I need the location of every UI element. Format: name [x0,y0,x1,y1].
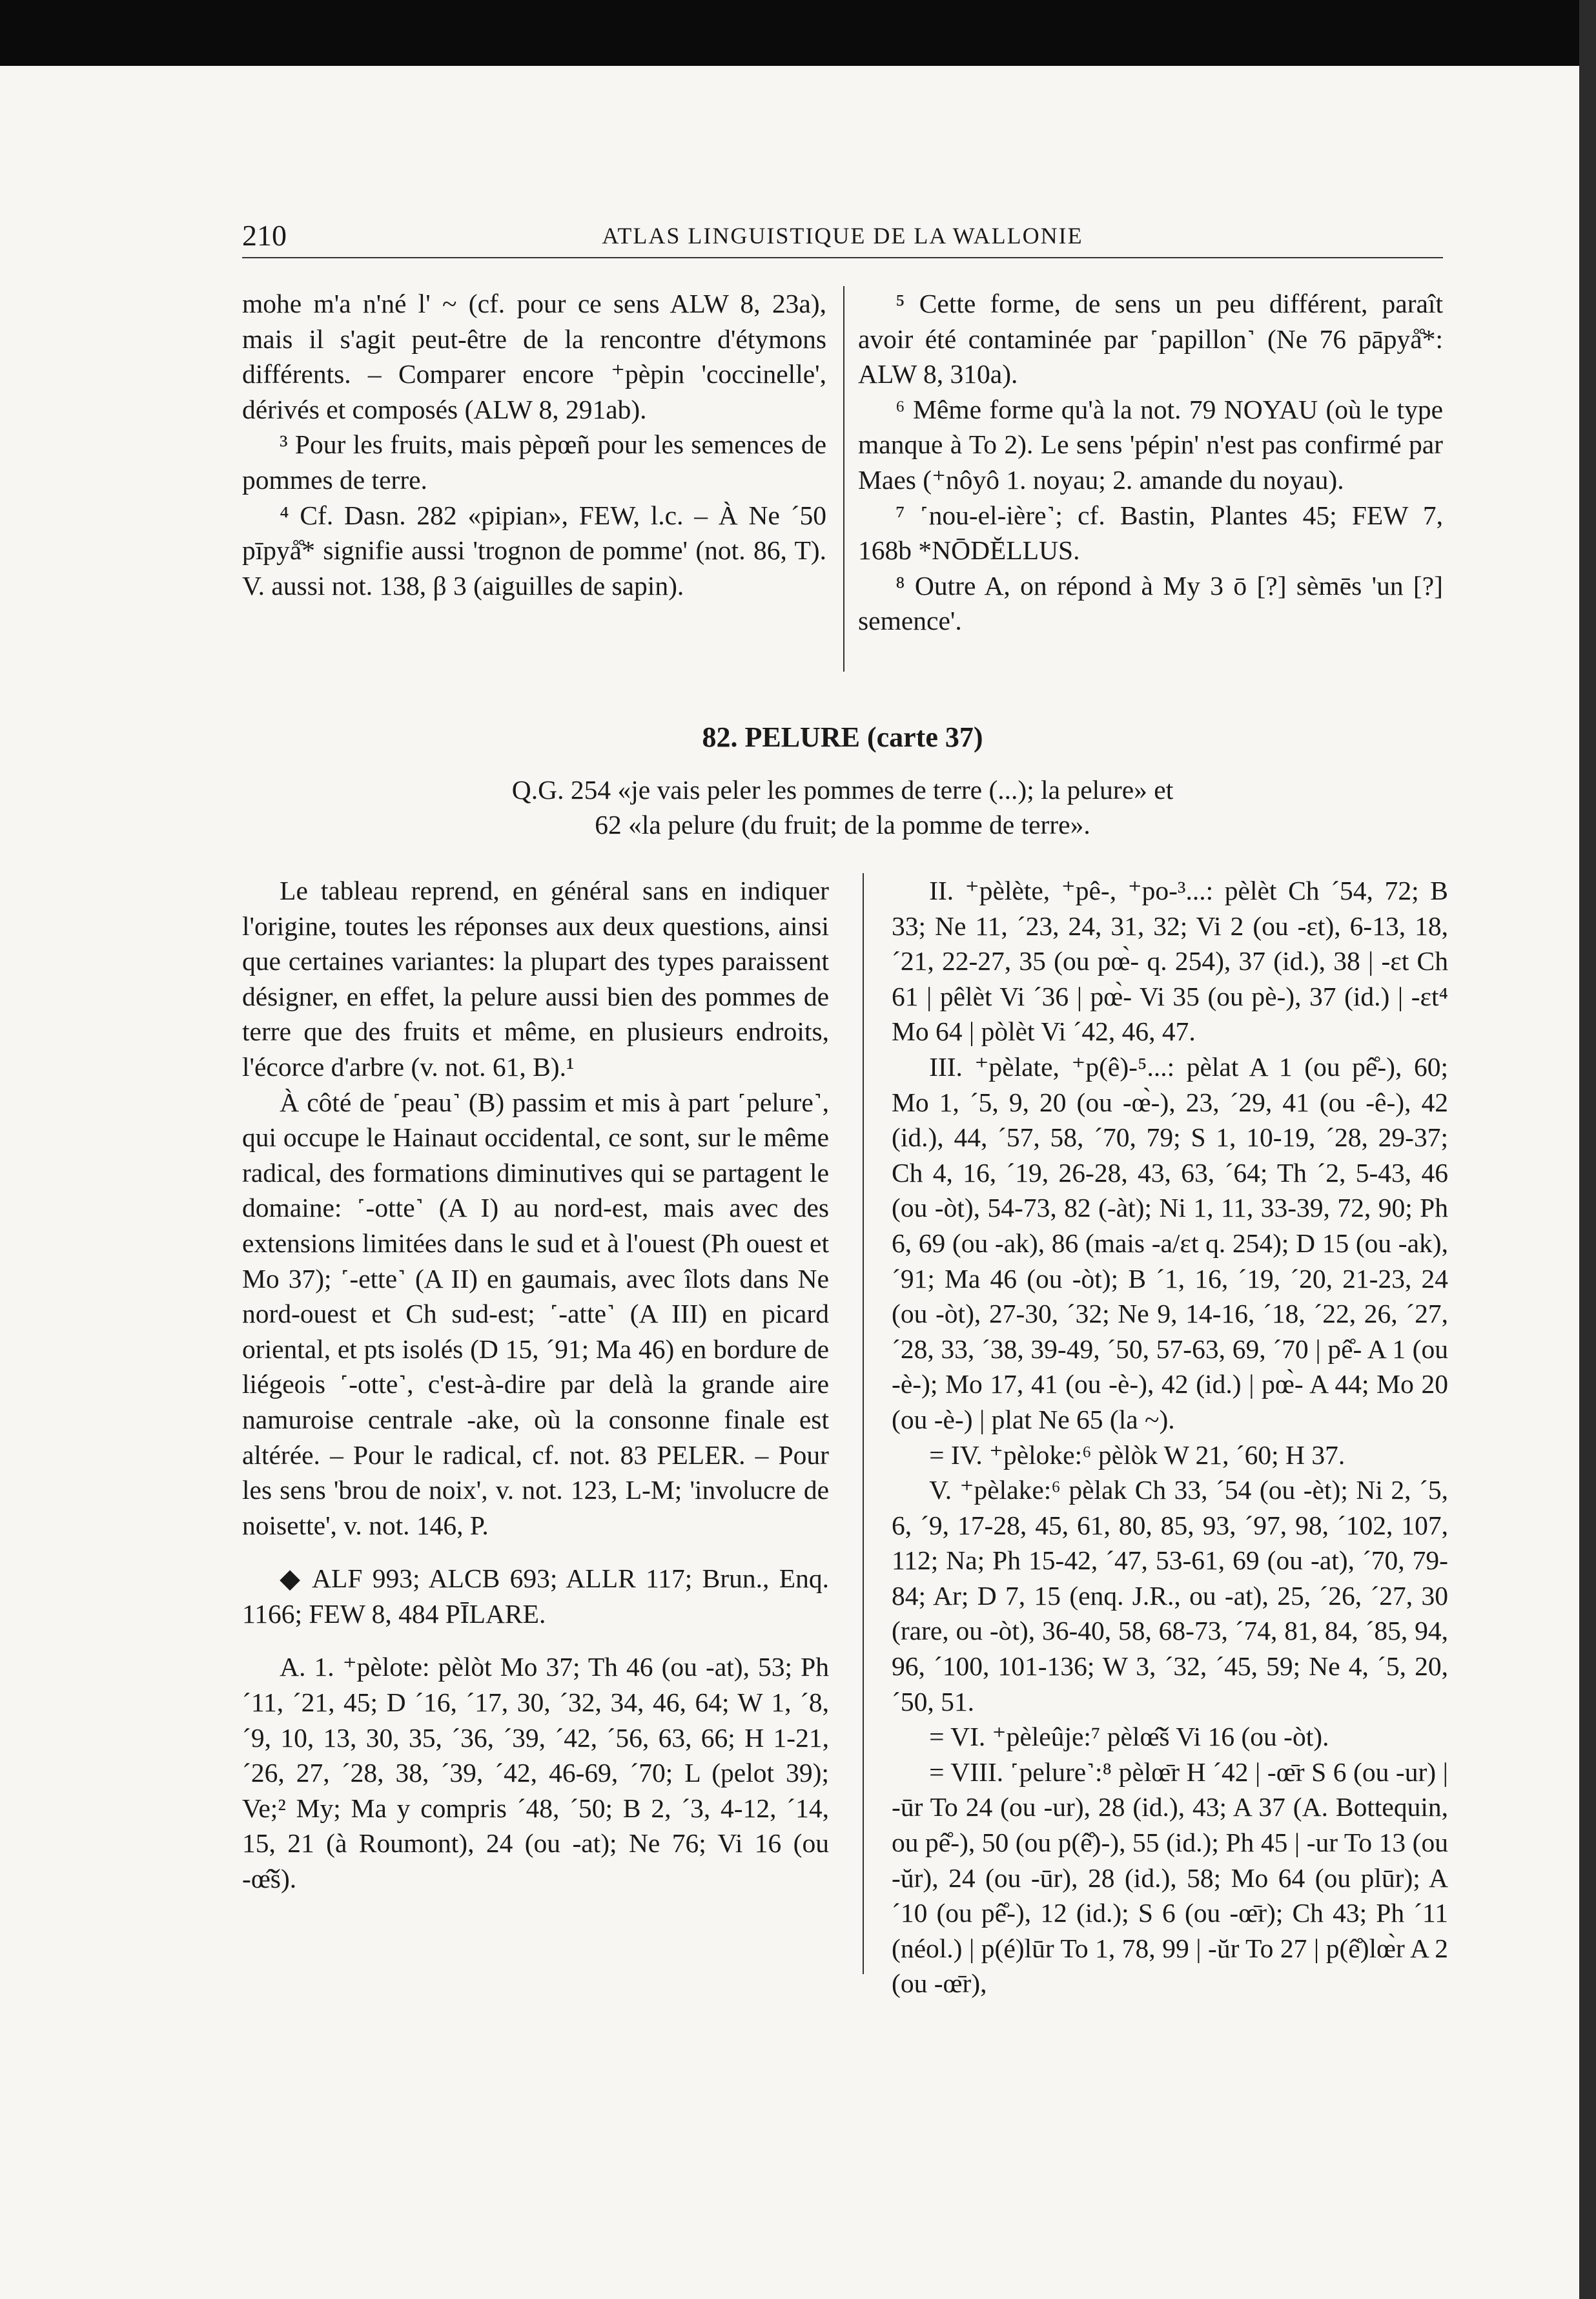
footnote-5: ⁵ Cette forme, de sens un peu différent, paraît avoir été contaminée par ˹papillon˺ (Ne 76 pāpyå̊*: ALW 8, 310a). [858,289,1443,389]
question-reference [242,772,1443,842]
notes-right-column [858,286,1443,639]
question-line-1: Q.G. 254 «je vais peler les pommes de terre (...); la pelure» et [511,775,1174,805]
page-number: 210 [242,219,287,252]
note-continuation: mohe m'a n'né l' ~ (cf. pour ce sens ALW 8, 23a), mais il s'agit peut-être de la rencontre d'étymons différents. – Comparer encore ⁺pèpin 'coccinelle', dérivés et composés (ALW 8, 291ab). [242,289,826,424]
type-ii-paragraph: II. ⁺pèlète, ⁺pê-, ⁺po-³...: pèlèt Ch ´54, 72; B 33; Ne 11, ´23, 24, 31, 32; Vi 2 (ou -ɛt), 6-13, 18, ´21, 22-27, 35 (ou pœ̀- q. 254), 37 (id.), 38 | -ɛt Ch 61 | pêlèt Vi ´36 | pœ̀- Vi 35 (ou pè-), 37 (id.) | -ɛt⁴ Mo 64 | pòlèt Vi ´42, 46, 47. [892,876,1448,1047]
body-right-column [892,873,1448,2001]
header-rule [242,257,1443,258]
question-line-2: 62 «la pelure (du fruit; de la pomme de terre». [595,810,1090,840]
type-v-paragraph: V. ⁺pèlake:⁶ pèlak Ch 33, ´54 (ou -èt); Ni 2, ´5, 6, ´9, 17-28, 45, 61, 80, 85, 93, ´97, 98, ´102, 107, 112; Na; Ph 15-42, ´47, 53-61, 69 (ou -at), ´70, 79-84; Ar; D 7, 15 (enq. J.R., ou -at), 25, ´26, ´27, 30 (rare, ou -òt), 36-40, 58, 68-73, ´74, 81, 84, ´85, 94, 96, ´100, 101-136; W 3, ´32, ´45, 59; Ne 4, ´5, 20, ´50, 51. [892,1475,1448,1717]
page-header [242,218,1443,256]
body-paragraph: À côté de ˹peau˺ (B) passim et mis à part ˹pelure˺, qui occupe le Hainaut occidental, ce sont, sur le même radical, des formations diminutives qui se partagent le domaine: ˹-otte˺ (A I) au nord-est, mais avec des extensions limitées dans le sud et à l'ouest (Ph ouest et Mo 37); ˹-ette˺ (A II) en gaumais, avec îlots dans Ne nord-ouest et Ch sud-est; ˹-atte˺ (A III) en picard oriental, et pts isolés (D 15, ´91; Ma 46) en bordure de liégeois ˹-otte˺, c'est-à-dire par delà la grande aire namuroise centrale -ake, où la consonne finale est altérée. – Pour le radical, cf. not. 83 PELER. – Pour les sens 'brou de noix', v. not. 123, L-M; 'involucre de noisette', v. not. 146, P. [242,1087,829,1540]
type-viii-paragraph: = VIII. ˹pelure˺:⁸ pèlœ̄r H ´42 | -œ̄r S 6 (ou -ur) | -ūr To 24 (ou -ur), 28 (id.), 43; A 37 (A. Bottequin, ou pê̊-), 50 (ou p(ê̊)-), 55 (id.); Ph 45 | -ur To 13 (ou -ŭr), 24 (ou -ūr), 28 (id.), 58; Mo 64 (ou plūr); A ´10 (ou pê̊-), 12 (id.); S 6 (ou -œ̄r); Ch 43; Ph ´11 (néol.) | p(é)lūr To 1, 78, 99 | -ŭr To 27 | p(ê̊)lœ̀r A 2 (ou -œ̄r), [892,1757,1448,1999]
scan-right-edge [1579,0,1596,2299]
type-a1-paragraph: A. 1. ⁺pèlote: pèlòt Mo 37; Th 46 (ou -at), 53; Ph ´11, ´21, 45; D ´16, ´17, 30, ´32, 34, 46, 64; W 1, ´8, ´9, 10, 13, 30, 35, ´36, ´39, ´42, ´56, 63, 66; H 1-21, ´26, 27, ´28, 38, ´39, ´42, 46-69, ´70; L (pelot 39); Ve;² My; Ma y compris ´48, ´50; B 2, ´3, 4-12, ´14, 15, 21 (à Roumont), 24 (ou -at); Ne 76; Vi 16 (ou -œ̂š). [242,1652,829,1894]
scan-top-band [0,0,1596,66]
notes-left-column [242,286,826,603]
footnote-4: ⁴ Cf. Dasn. 282 «pipian», FEW, l.c. – À Ne ´50 pīpyå̊* signifie aussi 'trognon de pomme' (not. 86, T). V. aussi not. 138, β 3 (aiguilles de sapin). [242,500,826,601]
type-iii-paragraph: III. ⁺pèlate, ⁺p(ê)-⁵...: pèlat A 1 (ou pê̊-), 60; Mo 1, ´5, 9, 20 (ou -œ̀-), 23, ´29, 41 (ou -ê-), 42 (id.), 44, ´57, 58, ´70, 79; S 1, 10-19, ´28, 29-37; Ch 4, 16, ´19, 26-28, 43, 63, ´64; Th ´2, 5-43, 46 (ou -òt), 54-73, 82 (-àt); Ni 1, 11, 33-39, 72, 90; Ph 6, 69 (ou -ak), 86 (mais -a/ɛt q. 254); D 15 (ou -ak), ´91; Ma 46 (ou -òt); B ´1, 16, ´19, ´20, 21-23, 24 (ou -òt), 27-30, ´32; Ne 9, 14-16, ´18, ´22, 26, ´27, ´28, 33, ´38, 39-49, ´50, 57-63, 69, ´70 | pê̊- A 1 (ou -è-); Mo 17, 41 (ou -è-), 42 (id.) | pœ̀- A 44; Mo 20 (ou -è-) | plat Ne 65 (la ~). [892,1051,1448,1434]
footnote-7: ⁷ ˹nou-el-ière˺; cf. Bastin, Plantes 45; FEW 7, 168b *NŌDĔLLUS. [858,500,1443,566]
body-paragraph: Le tableau reprend, en général sans en indiquer l'origine, toutes les réponses aux deux questions, ainsi que certaines variantes: la plupart des types paraissent désigner, en effet, la pelure aussi bien des pommes de terre que des fruits et même, en plusieurs endroits, l'écorce d'arbre (v. not. 61, B).¹ [242,876,829,1082]
type-vi-paragraph: = VI. ⁺pèleûje:⁷ pèlœ̂š Vi 16 (ou -òt). [929,1722,1329,1752]
running-head: ATLAS LINGUISTIQUE DE LA WALLONIE [602,223,1083,249]
article-title: 82. PELURE (carte 37) [702,721,983,753]
footnote-3: ³ Pour les fruits, mais pèpœñ pour les semences de pommes de terre. [242,429,826,495]
column-rule-body [863,873,864,1974]
references-paragraph: ◆ ALF 993; ALCB 693; ALLR 117; Brun., Enq. 1166; FEW 8, 484 PĪLARE. [242,1563,829,1629]
type-iv-paragraph: = IV. ⁺pèloke:⁶ pèlòk W 21, ´60; H 37. [929,1439,1345,1470]
body-left-column [242,873,829,1897]
column-rule-notes [843,286,844,672]
footnote-6: ⁶ Même forme qu'à la not. 79 NOYAU (où le type manque à To 2). Le sens 'pépin' n'est pas confirmé par Maes (⁺nôyô 1. noyau; 2. amande du noyau). [858,394,1443,495]
footnote-8: ⁸ Outre A, on répond à My 3 ō [?] sèmēs 'un [?] semence'. [858,570,1443,636]
